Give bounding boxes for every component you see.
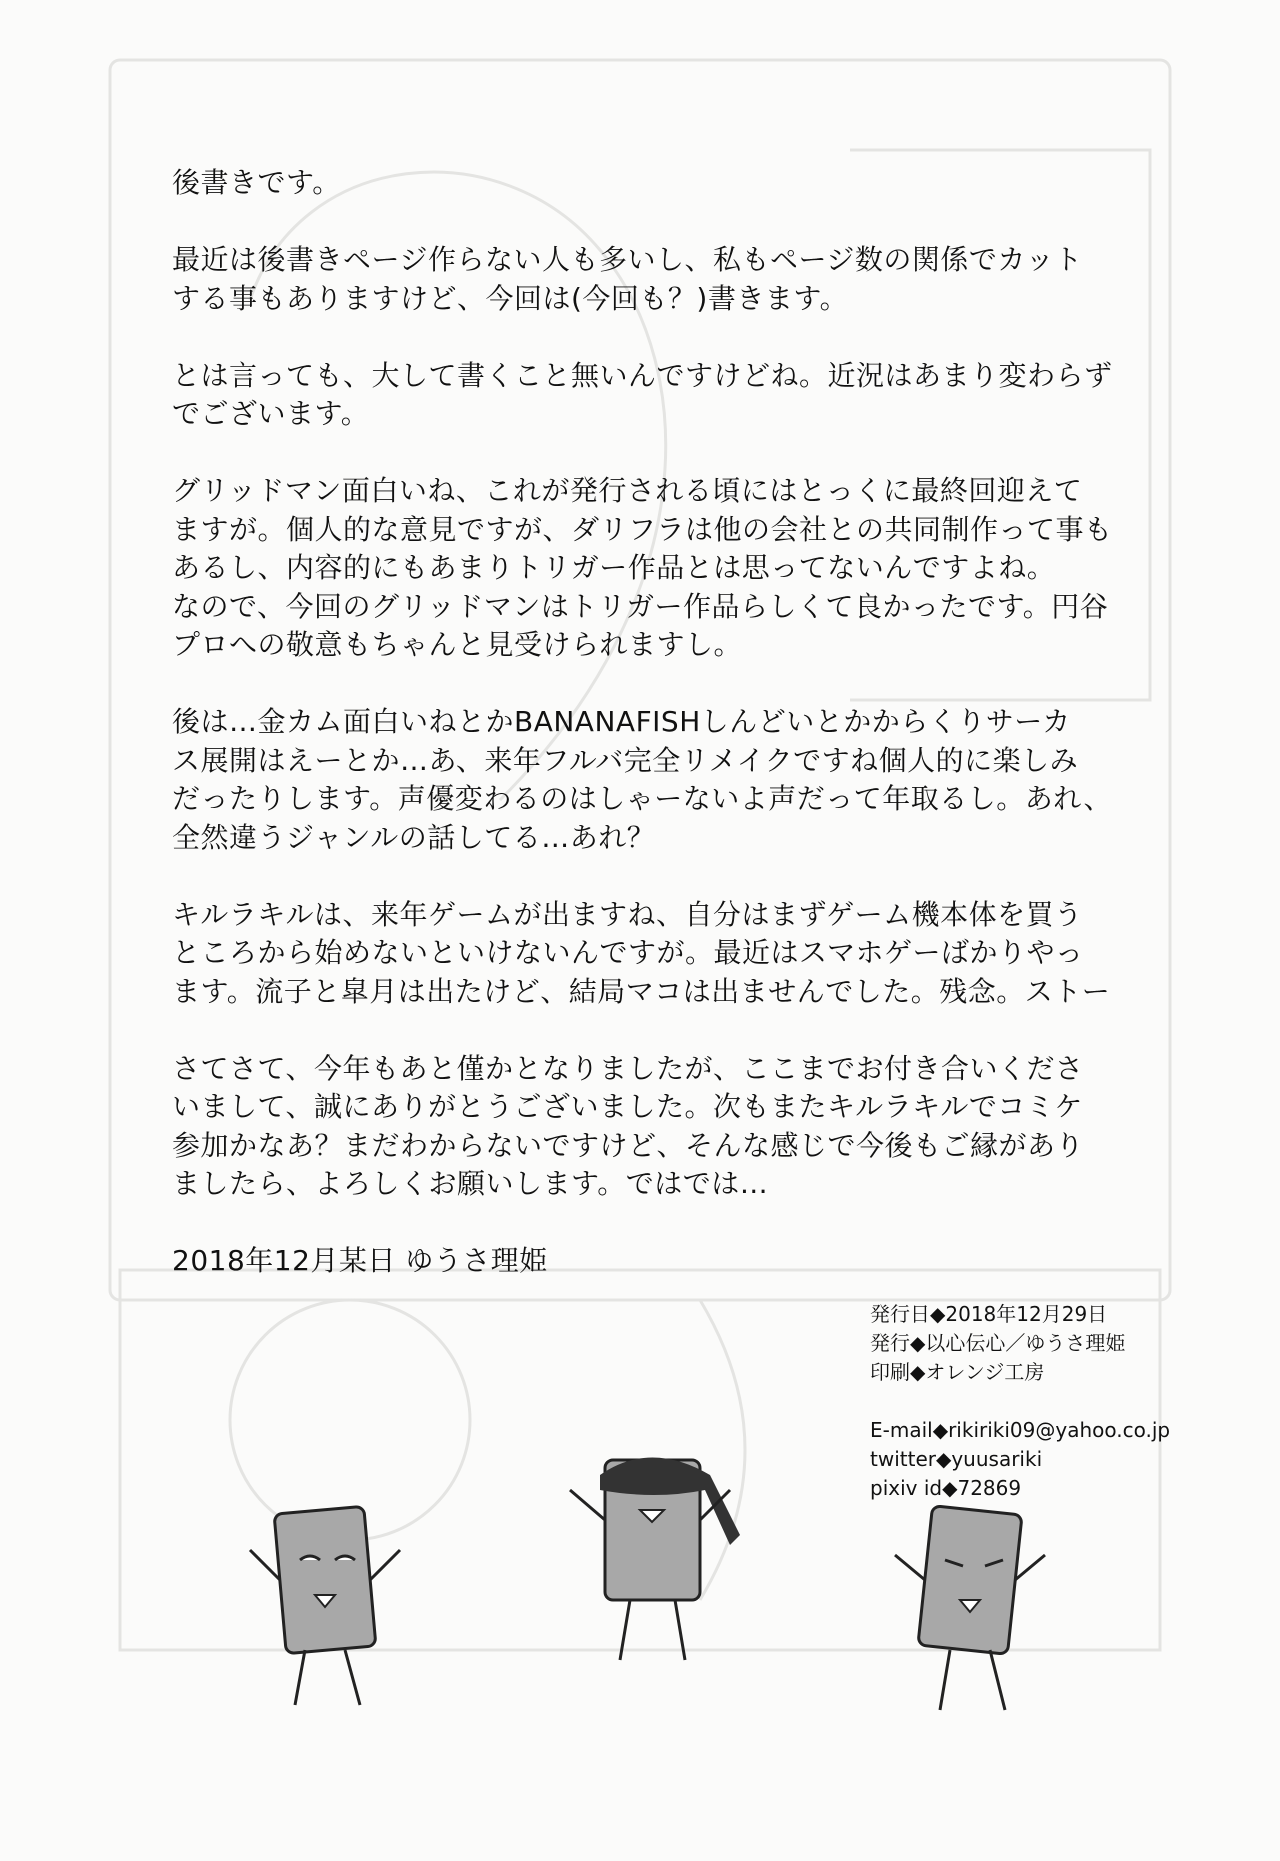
text-line: する事もありますけど、今回は(今回も？)書きます。 [172,281,849,315]
twitter-handle: twitter◆yuusariki [870,1447,1043,1471]
mascot-left [240,1480,410,1740]
pixiv-id: pixiv id◆72869 [870,1476,1022,1500]
publisher: 発行◆以心伝心／ゆうさ理姫 [870,1331,1126,1355]
text-line: 後書きです。 [172,166,341,199]
paragraph [172,357,1112,434]
paragraph [172,896,1112,1012]
mascot-center [550,1400,750,1680]
text-line: キルラキルは、来年ゲームが出ますね、自分はまずゲーム機本体を買う [172,897,1083,931]
text-line: 参加かなあ？まだわからないですけど、そんな感じで今後もご縁があり [172,1128,1085,1162]
text-line: プロへの敬意もちゃんと見受けられますし。 [172,628,743,661]
text-line: 全然違うジャンルの話してる…あれ？ [172,820,656,854]
paragraph [172,164,1112,203]
text-line: 後は…金カム面白いねとかBANANAFISHしんどいとかからくりサーカ [172,705,1071,738]
text-line: グリッドマン面白いね、これが発行される頃にはとっくに最終回迎えて [172,474,1083,507]
text-line: でございます。 [172,397,370,430]
paragraph [172,472,1112,665]
text-line: なので、今回のグリッドマンはトリガー作品らしくて良かったです。円谷 [172,589,1109,623]
text-line: ス展開はえーとか…あ、来年フルバ完全リメイクですね個人的に楽しみ [172,743,1079,777]
text-line: ます。流子と皐月は出たけど、結局マコは出ませんでした。残念。ストー [172,974,1111,1008]
afterword-body [172,164,1112,1319]
email: E-mail◆rikiriki09@yahoo.co.jp [870,1418,1171,1442]
text-line: 2018年12月某日 ゆうさ理姫 [172,1244,548,1277]
paragraph [172,241,1112,318]
text-line: ましたら、よろしくお願いします。ではでは… [172,1167,769,1200]
paragraph [172,1242,1112,1281]
text-line: とは言っても、大して書くこと無いんですけどね。近況はあまり変わらず [172,358,1113,392]
colophon [870,1300,1170,1503]
text-line: 最近は後書きページ作らない人も多いし、私もページ数の関係でカット [172,243,1083,276]
text-line: ますが。個人的な意見ですが、ダリフラは他の会社との共同制作って事も [172,512,1113,546]
issue-date: 発行日◆2018年12月29日 [870,1302,1108,1326]
text-line: さてさて、今年もあと僅かとなりましたが、ここまでお付き合いくださ [172,1051,1084,1085]
paragraph [172,1050,1112,1204]
text-line: いまして、誠にありがとうございました。次もまたキルラキルでコミケ [172,1090,1083,1123]
text-line: あるし、内容的にもあまりトリガー作品とは思ってないんですよね。 [172,551,1056,584]
printer: 印刷◆オレンジ工房 [870,1360,1045,1384]
text-line: だったりします。声優変わるのはしゃーないよ声だって年取るし。あれ、 [172,782,1112,815]
mascot-right [880,1480,1060,1740]
paragraph [172,703,1112,857]
text-line: ところから始めないといけないんですが。最近はスマホゲーばかりやっ [172,936,1084,969]
